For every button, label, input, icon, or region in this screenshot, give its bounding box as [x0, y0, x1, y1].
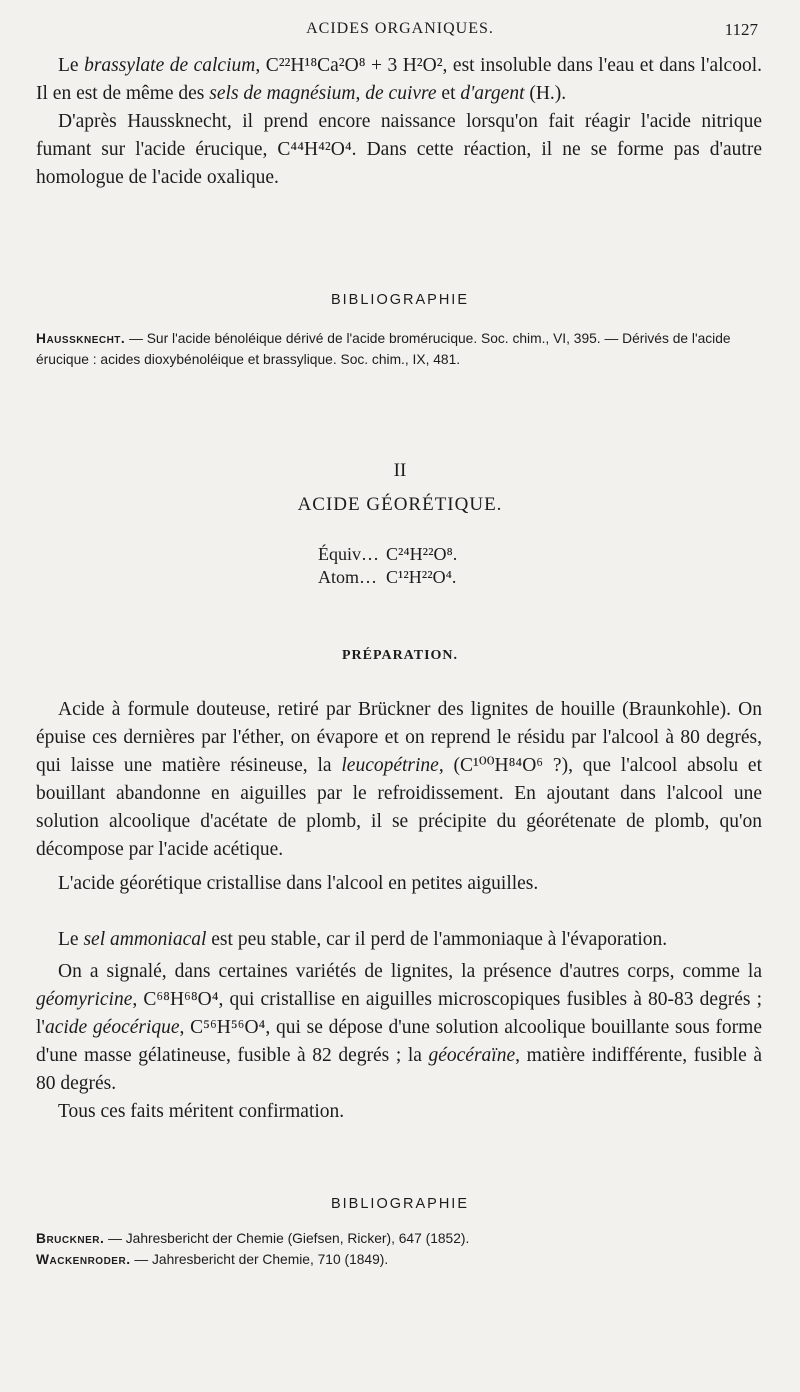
running-title: ACIDES ORGANIQUES.: [306, 20, 494, 37]
paragraph-confirmation: Tous ces faits méritent confirmation.: [58, 1101, 345, 1122]
intro-text: [36, 52, 762, 192]
author-name: Wackenroder.: [36, 1252, 131, 1267]
bibliography-heading-2: BIBLIOGRAPHIE: [330, 1196, 469, 1212]
author-name: Haussknecht.: [36, 331, 126, 346]
section-title: ACIDE GÉORÉTIQUE.: [297, 494, 503, 515]
bibliography-entry: Haussknecht. — Sur l'acide bénoléique dérivé de l'acide bromérucique. Soc. chim., VI, 395. — Dérivés de l'acide érucique : acides dioxybénoléique et brassylique. Soc. chim., IX, 481.: [36, 331, 731, 367]
atom-label: Atom…: [318, 567, 378, 587]
atom-formula: C¹²H²²O⁴.: [386, 567, 457, 587]
equiv-formula-line: [318, 543, 457, 565]
paragraph-haussknecht: D'après Haussknecht, il prend encore naissance lorsqu'on fait réagir l'acide nitrique fumant sur l'acide érucique, C⁴⁴H⁴²O⁴. Dans cette réaction, il ne se forme pas d'autre homologue de l'acide oxalique.: [36, 111, 762, 188]
equiv-formula: C²⁴H²²O⁸.: [386, 544, 458, 564]
atom-formula-line: [318, 566, 456, 588]
bibliography-list-1: [36, 328, 762, 370]
preparation-title: PRÉPARATION.: [341, 648, 459, 663]
paragraph-preparation: Acide à formule douteuse, retiré par Brückner des lignites de houille (Braunkohle). On épuise ces dernières par l'éther, on évapore et on reprend le résidu par l'alcool à 80 degrés, qui laisse une matière résineuse, la leucopétrine, (C¹⁰⁰H⁸⁴O⁶ ?), que l'alcool absolu et bouillant abandonne en aiguilles par le refroidissement. En ajoutant dans l'alcool une solution alcoolique d'acétate de plomb, il se précipite du géorétenate de plomb, qu'on décompose par l'acide acétique.: [36, 699, 763, 860]
preparation-text: [36, 696, 762, 1126]
bibliography-entry: Bruckner. — Jahresbericht der Chemie (Giefsen, Ricker), 647 (1852).: [36, 1231, 470, 1246]
page-number: 1127: [724, 20, 758, 39]
bibliography-entry: Wackenroder. — Jahresbericht der Chemie, 710 (1849).: [36, 1252, 389, 1267]
page-header: [0, 18, 800, 48]
equiv-label: Équiv…: [318, 544, 379, 564]
author-name: Bruckner.: [36, 1231, 105, 1246]
bibliography-list-2: [36, 1228, 762, 1270]
section-number: II: [393, 460, 407, 481]
bibliography-heading-1: BIBLIOGRAPHIE: [330, 292, 469, 308]
paragraph-other-bodies: On a signalé, dans certaines variétés de lignites, la présence d'autres corps, comme la géomyricine, C⁶⁸H⁶⁸O⁴, qui cristallise en aiguilles microscopiques fusibles à 80-83 degrés ; l'acide géocérique, C⁵⁶H⁵⁶O⁴, qui se dépose d'une solution alcoolique bouillante sous forme d'une masse gélatineuse, fusible à 82 degrés ; la géocéraïne, matière indifférente, fusible à 80 degrés.: [36, 961, 762, 1094]
paragraph-brassylate: Le brassylate de calcium, C²²H¹⁸Ca²O⁸ + 3 H²O², est insoluble dans l'eau et dans l'alcool. Il en est de même des sels de magnésium, de cuivre et d'argent (H.).: [36, 55, 762, 104]
paragraph-ammoniacal-salt: Le sel ammoniacal est peu stable, car il perd de l'ammoniaque à l'évaporation.: [58, 929, 668, 950]
paragraph-crystallisation: L'acide géorétique cristallise dans l'alcool en petites aiguilles.: [58, 873, 539, 894]
